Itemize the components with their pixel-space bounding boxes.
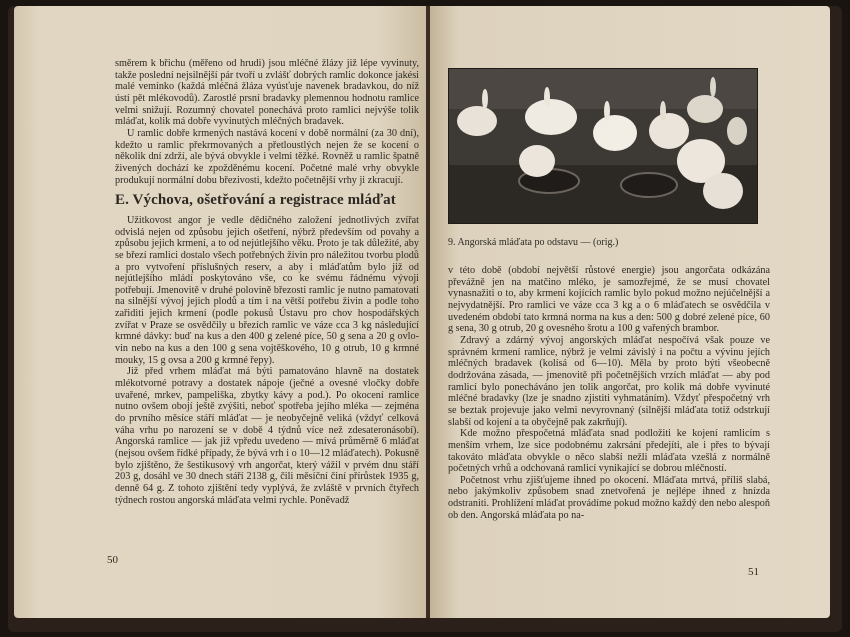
left-page	[14, 6, 426, 618]
right-page-text	[448, 265, 770, 521]
page-number: 51	[748, 566, 759, 578]
paragraph: Užitkovost angor je vedle dědičného založení jednotlivých zvířat odvislá nejen od způsobu jejich ošetření, nýbrž především od povahy a způsobu jejich krmení, a to od nejútlejšího věku. Proto je tak důležité, aby se březí ramlici dostalo všech potřebných živin pro náležitou tvorbu plodů a pro vytvoření příslušných reserv, a aby i mláďatům bylo již od nejútlejšího mládí poskytováno vše, co ke svému řádnému vývoji potřebují. Jmenovitě v druhé polovině březosti ramlic je nutno pamatovati na silnější vývoj jejich plodů a tím i na větší potřebu živin a podle toho zařiditi jejich krmení (podle pokusů Ústavu pro chov hospodářských zvířat v Praze se osvědčily u březích ramlic ve váze cca 3 kg následující krmné dávky: buď na kus a den 400 g zelené píce, 50 g sena a 20 g ovlo-vin nebo na kus a den 100 g sena vojtěškového, 10 g otrub, 10 g krmné mouky, 15 g ovsa a 200 g krmné řepy).	[115, 214, 419, 366]
right-page	[430, 6, 830, 618]
paragraph: Kde možno přespočetná mláďata snad podložiti ke kojení ramlicím s menším vrhem, lze sice podobnému zakrsání předejíti, ale i přes to bývají takováto mláďata obvykle o něco slabší nežli mláďata vzešlá z normálně početných vrhů a odchovaná ramlicí vynikající se dobrou mléčností.	[448, 428, 770, 475]
section-heading: E. Výchova, ošetřování a registrace mláďat	[115, 192, 396, 209]
paragraph: Početnost vrhu zjišťujeme ihned po okocení. Mláďata mrtvá, příliš slabá, nebo jakýmkoliv způsobem snad znetvořená je nejlépe ihned z hnízda odstraniti. Prohlížení mláďat provádíme pokud možno každý den nebo alespoň ob den. Angorská mláďata po na-	[448, 474, 770, 521]
rabbits-photo	[448, 68, 758, 224]
paragraph: Již před vrhem mláďat má býti pamatováno hlavně na dostatek mlékotvorné potravy a dostatek nápoje (ječné a ovesné vločky dobře uvařené, mrkev, pampeliška, zbytky kávy a pod.). Po okocení ramlice nutno ovšem obojí ještě zvýšiti, neboť spotřeba jejího mléka — zejména do prvního měsíce stáří mláďat — je neobyčejně veliká (vždyť celková váha vrhu po narození se v době 4 týdnů více než zdesateronásobí). Angorská ramlice — jak již vpředu uvedeno — mívá průměrně 6 mláďat (nejsou ovšem řídké případy, že bývá vrh i o 10—12 mláďatech). Pokusně bylo zjištěno, že šestikusový vrh angorčat, který vážil v prvém dnu stáří 203 g, dosáhl ve 30 dnech stáří 2138 g, čili měsíční činí přírůstek 1935 g, denně 64 g. Z tohoto zjištění tedy vyplývá, že zvláště v prvních čtyřech týdnech rostou angorská mláďata velmi rychle. Poněvadž	[115, 366, 419, 506]
rabbits-photo-image	[449, 69, 757, 223]
paragraph: v této době (období největší růstové energie) jsou angorčata odkázána převážně jen na matčino mléko, je samozřejmé, že se musí chovatel vynasnažiti o to, aby krmení kojících ramlic bylo pokud možno nejúčelnější a nejvydatnější. Pro ramlici ve váze cca 3 kg a o 6 mláďatech se osvědčila v uvedeném období tato krmná norma na kus a den: 500 g dobré zelené píce, 60 g sena, 30 g otrub, 20 g ovesného šrotu a 100 g vařených brambor.	[448, 265, 770, 335]
paragraph: směrem k břichu (měřeno od hrudi) jsou mléčné žlázy již lépe vyvinuty, takže poslední nejsilnější pár tvoří u zvlášť dobrých ramlic dokonce jakési malé vemínko (každá mléčná žláza vyúsťuje navenek bradavkou, do níž ústí pět mlékovodů). Zarostlé prsní bradavky plemennou hodnotu ramlice velmi snižují. Rozumný chovatel ponechává proto ramlici nejvýše tolik mláďat, kolik má dobře vyvinutých mléčných bradavek.	[115, 58, 419, 128]
page-number: 50	[107, 554, 118, 566]
left-page-text	[115, 58, 419, 506]
paragraph: U ramlic dobře krmených nastává kocení v době normální (za 30 dní), kdežto u ramlic překrmovaných a přetloustlých nejen že se kocení o několik dní zdrží, ale bývá obvykle i velmi těžké. Rovněž u ramlic špatně živených dochází ke zpožděnému kocení. Početné malé vrhy obvykle produkují normální dobu březivosti, kdežto početnější vrhy ji zkracují.	[115, 127, 419, 186]
paragraph: Zdravý a zdárný vývoj angorských mláďat nespočívá však pouze ve správném krmení ramlice, nýbrž je velmi závislý i na počtu a vývinu jejích mléčných bradavek (kolísá od 6—10). Měla by proto býti všeobecně dodržována zásada, — jmenovitě při početnějších vrzích mláďat — aby pod ramlicí bylo ponecháváno jen tolik angorčat, pro kolik má dobře vyvinuté mléčné bradavky (lze je snadno zjistiti vyhmatáním). Vždyť přespočetný vrh se beztak projevuje jako velmi nevyrovnaný (silnější mláďata totiž odstrkují slabší od kojení a ta obyčejně pak zakrňují).	[448, 334, 770, 428]
photo-caption: 9. Angorská mláďata po odstavu — (orig.)	[448, 237, 619, 248]
